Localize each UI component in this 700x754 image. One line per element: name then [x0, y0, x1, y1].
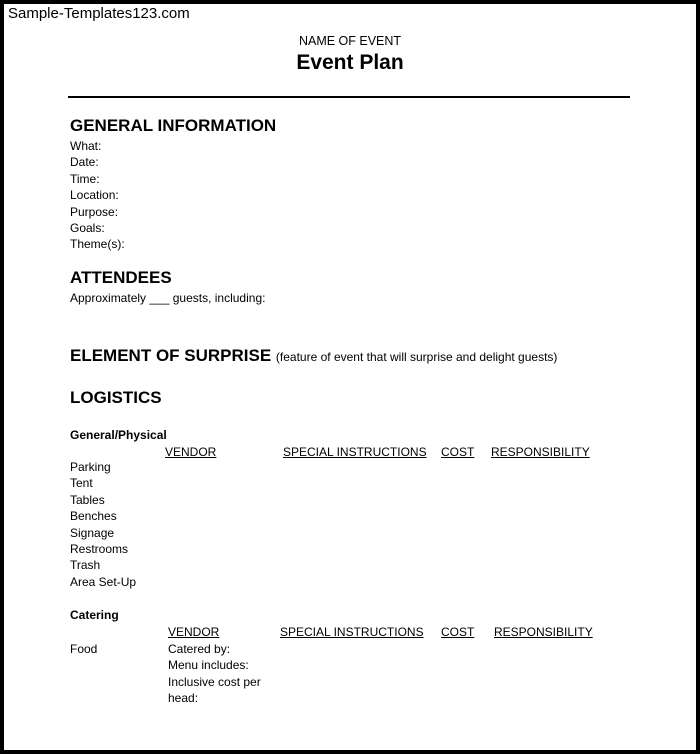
field-goals: Goals:	[70, 221, 105, 236]
item-trash: Trash	[70, 558, 101, 573]
catering-label: Catering	[70, 608, 119, 622]
title-divider	[68, 96, 630, 98]
catering-vendor-lines	[168, 641, 261, 707]
item-area-set-up: Area Set-Up	[70, 574, 137, 589]
surprise-heading	[70, 346, 557, 366]
field-purpose: Purpose:	[70, 204, 119, 219]
gp-column-cost: COST	[441, 445, 475, 459]
surprise-note: (feature of event that will surprise and delight guests)	[275, 350, 558, 364]
field-themes: Theme(s):	[70, 237, 125, 252]
surprise-heading-text: ELEMENT OF SURPRISE	[70, 346, 272, 365]
item-tables: Tables	[70, 492, 105, 507]
gp-column-responsibility: RESPONSIBILITY	[491, 445, 590, 459]
field-date: Date:	[70, 155, 99, 170]
field-what: What:	[70, 139, 102, 153]
document-page	[4, 4, 696, 750]
inclusive-cost-line-1: Inclusive cost per	[168, 674, 261, 689]
general-information-fields	[70, 138, 125, 253]
field-location: Location:	[70, 188, 119, 203]
attendees-text: Approximately ___ guests, including:	[70, 291, 266, 305]
catered-by: Catered by:	[168, 642, 231, 656]
catering-column-vendor: VENDOR	[168, 625, 220, 639]
item-restrooms: Restrooms	[70, 542, 129, 557]
item-parking: Parking	[70, 460, 111, 474]
attendees-heading: ATTENDEES	[70, 268, 172, 287]
field-time: Time:	[70, 171, 100, 186]
page-title: Event Plan	[296, 51, 404, 74]
item-benches: Benches	[70, 509, 117, 524]
inclusive-cost-line-2: head:	[168, 691, 199, 706]
logistics-heading: LOGISTICS	[70, 388, 162, 407]
gp-column-special-instructions: SPECIAL INSTRUCTIONS	[283, 445, 427, 459]
item-signage: Signage	[70, 525, 115, 540]
general-physical-items	[70, 459, 136, 590]
item-tent: Tent	[70, 476, 93, 491]
watermark: Sample-Templates123.com	[8, 5, 190, 22]
catering-column-responsibility: RESPONSIBILITY	[494, 625, 593, 639]
catering-column-cost: COST	[441, 625, 475, 639]
catering-food-label: Food	[70, 642, 98, 656]
event-name-label: NAME OF EVENT	[298, 34, 402, 48]
catering-column-special-instructions: SPECIAL INSTRUCTIONS	[280, 625, 424, 639]
gp-column-vendor: VENDOR	[165, 445, 217, 459]
general-physical-label: General/Physical	[70, 428, 167, 442]
menu-includes: Menu includes:	[168, 658, 249, 673]
general-information-heading: GENERAL INFORMATION	[70, 116, 277, 135]
